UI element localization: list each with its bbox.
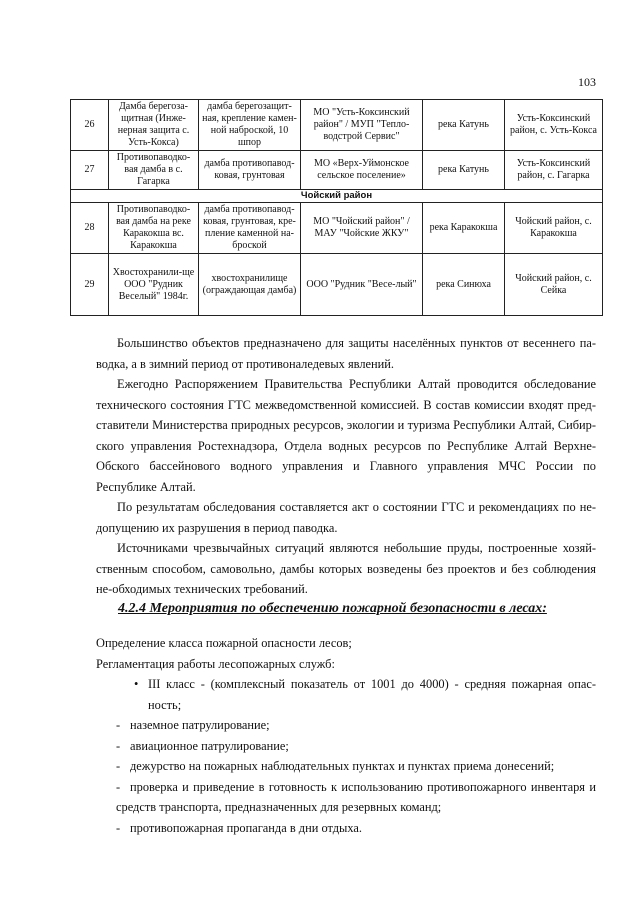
table-row: [71, 203, 603, 254]
cell-owner: ООО "Рудник "Весе-лый": [301, 254, 423, 316]
table-row: [71, 100, 603, 151]
cell-type: дамба берегозащит-ная, крепление камен-ной наброской, 10 шпор: [199, 100, 301, 151]
cell-object: Хвостохранили-ще ООО "Рудник Веселый" 1984г.: [109, 254, 199, 316]
cell-location: Усть-Коксинский район, с. Усть-Кокса: [505, 100, 603, 151]
list-item-text: противопожарная пропаганда в дни отдыха.: [130, 820, 362, 835]
dash-icon: -: [116, 820, 121, 835]
cell-type: дамба противопавод-ковая, грунтовая, кре-пление каменной на-броской: [199, 203, 301, 254]
cell-river: река Катунь: [423, 100, 505, 151]
cell-owner: МО «Верх-Уймонское сельское поселение»: [301, 151, 423, 190]
dash-icon: -: [116, 759, 121, 773]
cell-type: хвостохранилище (ограждающая дамба): [199, 254, 301, 316]
table-row: [71, 151, 603, 190]
list-item: [96, 777, 596, 818]
list-item: [96, 736, 596, 757]
section-title: Чойский район: [71, 190, 603, 203]
dash-icon: -: [116, 779, 121, 794]
cell-num: 29: [71, 254, 109, 316]
cell-owner: МО "Чойский район" / МАУ "Чойские ЖКУ": [301, 203, 423, 254]
cell-river: река Синюха: [423, 254, 505, 316]
cell-num: 28: [71, 203, 109, 254]
table-row: [71, 254, 603, 316]
cell-type: дамба противопавод-ковая, грунтовая: [199, 151, 301, 190]
cell-location: Усть-Коксинский район, с. Гагарка: [505, 151, 603, 190]
measures-list: [96, 633, 596, 838]
body-text: [96, 333, 596, 600]
table-section-row: [71, 190, 603, 203]
cell-owner: МО "Усть-Коксинский район" / МУП "Тепло-водстрой Сервис": [301, 100, 423, 151]
section-heading: 4.2.4 Мероприятия по обеспечению пожарной безопасности в лесах:: [118, 601, 547, 616]
list-item-text: III класс - (комплексный показатель от 1001 до 4000) - средняя пожарная опас-ность;: [148, 677, 596, 712]
cell-river: река Каракокша: [423, 203, 505, 254]
cell-river: река Катунь: [423, 151, 505, 190]
list-item: [96, 715, 596, 736]
bullet-icon: •: [134, 677, 139, 691]
paragraph: Источниками чрезвычайных ситуаций являются небольшие пруды, построенные хозяй-ственным способом, самовольно, дамбы которых возведены без проектов и без соблюдения не-обходимых технических требований.: [96, 541, 596, 596]
cell-num: 27: [71, 151, 109, 190]
dash-icon: -: [116, 718, 121, 732]
cell-location: Чойский район, с. Сейка: [505, 254, 603, 316]
cell-object: Дамба берегоза-щитная (Инже-нерная защита с. Усть-Кокса): [109, 100, 199, 151]
list-item-text: наземное патрулирование;: [130, 718, 270, 732]
cell-num: 26: [71, 100, 109, 151]
list-item-text: авиационное патрулирование;: [130, 738, 289, 753]
page-number: 103: [578, 75, 596, 89]
list-item: [96, 756, 596, 777]
paragraph: По результатам обследования составляется акт о состоянии ГТС и рекомендациях по не-допущению их разрушения в период паводка.: [96, 500, 596, 535]
paragraph: Ежегодно Распоряжением Правительства Республики Алтай проводится обследование технического состояния ГТС межведомственной комиссией. В состав комиссии входят пред-ставители Министерства природных ресурсов, экологии и туризма Республики Алтай, Сибир-ского управления Ростехнадзора, Отдела водных ресурсов по Республике Алтай Верхне-Обского бассейнового водного управления и Главного управления МЧС России по Республике Алтай.: [96, 377, 596, 494]
gts-table: [70, 99, 603, 316]
list-line: Регламентация работы лесопожарных служб:: [96, 656, 335, 671]
list-item: [96, 818, 596, 839]
list-line: Определение класса пожарной опасности лесов;: [96, 636, 352, 650]
cell-object: Противопаводко-вая дамба в с. Гагарка: [109, 151, 199, 190]
list-item-text: дежурство на пожарных наблюдательных пунктах и пунктах приема донесений;: [130, 759, 555, 773]
cell-object: Противопаводко-вая дамба на реке Каракокша вс. Каракокша: [109, 203, 199, 254]
dash-icon: -: [116, 738, 121, 753]
paragraph: Большинство объектов предназначено для защиты населённых пунктов от весеннего па-водка, а в зимний период от противоналедевых явлений.: [96, 336, 596, 371]
list-item: [96, 674, 596, 715]
list-item-text: проверка и приведение в готовность к использованию противопожарного инвентаря и средств транспорта, предназначенных для резервных команд;: [116, 779, 596, 814]
cell-location: Чойский район, с. Каракокша: [505, 203, 603, 254]
